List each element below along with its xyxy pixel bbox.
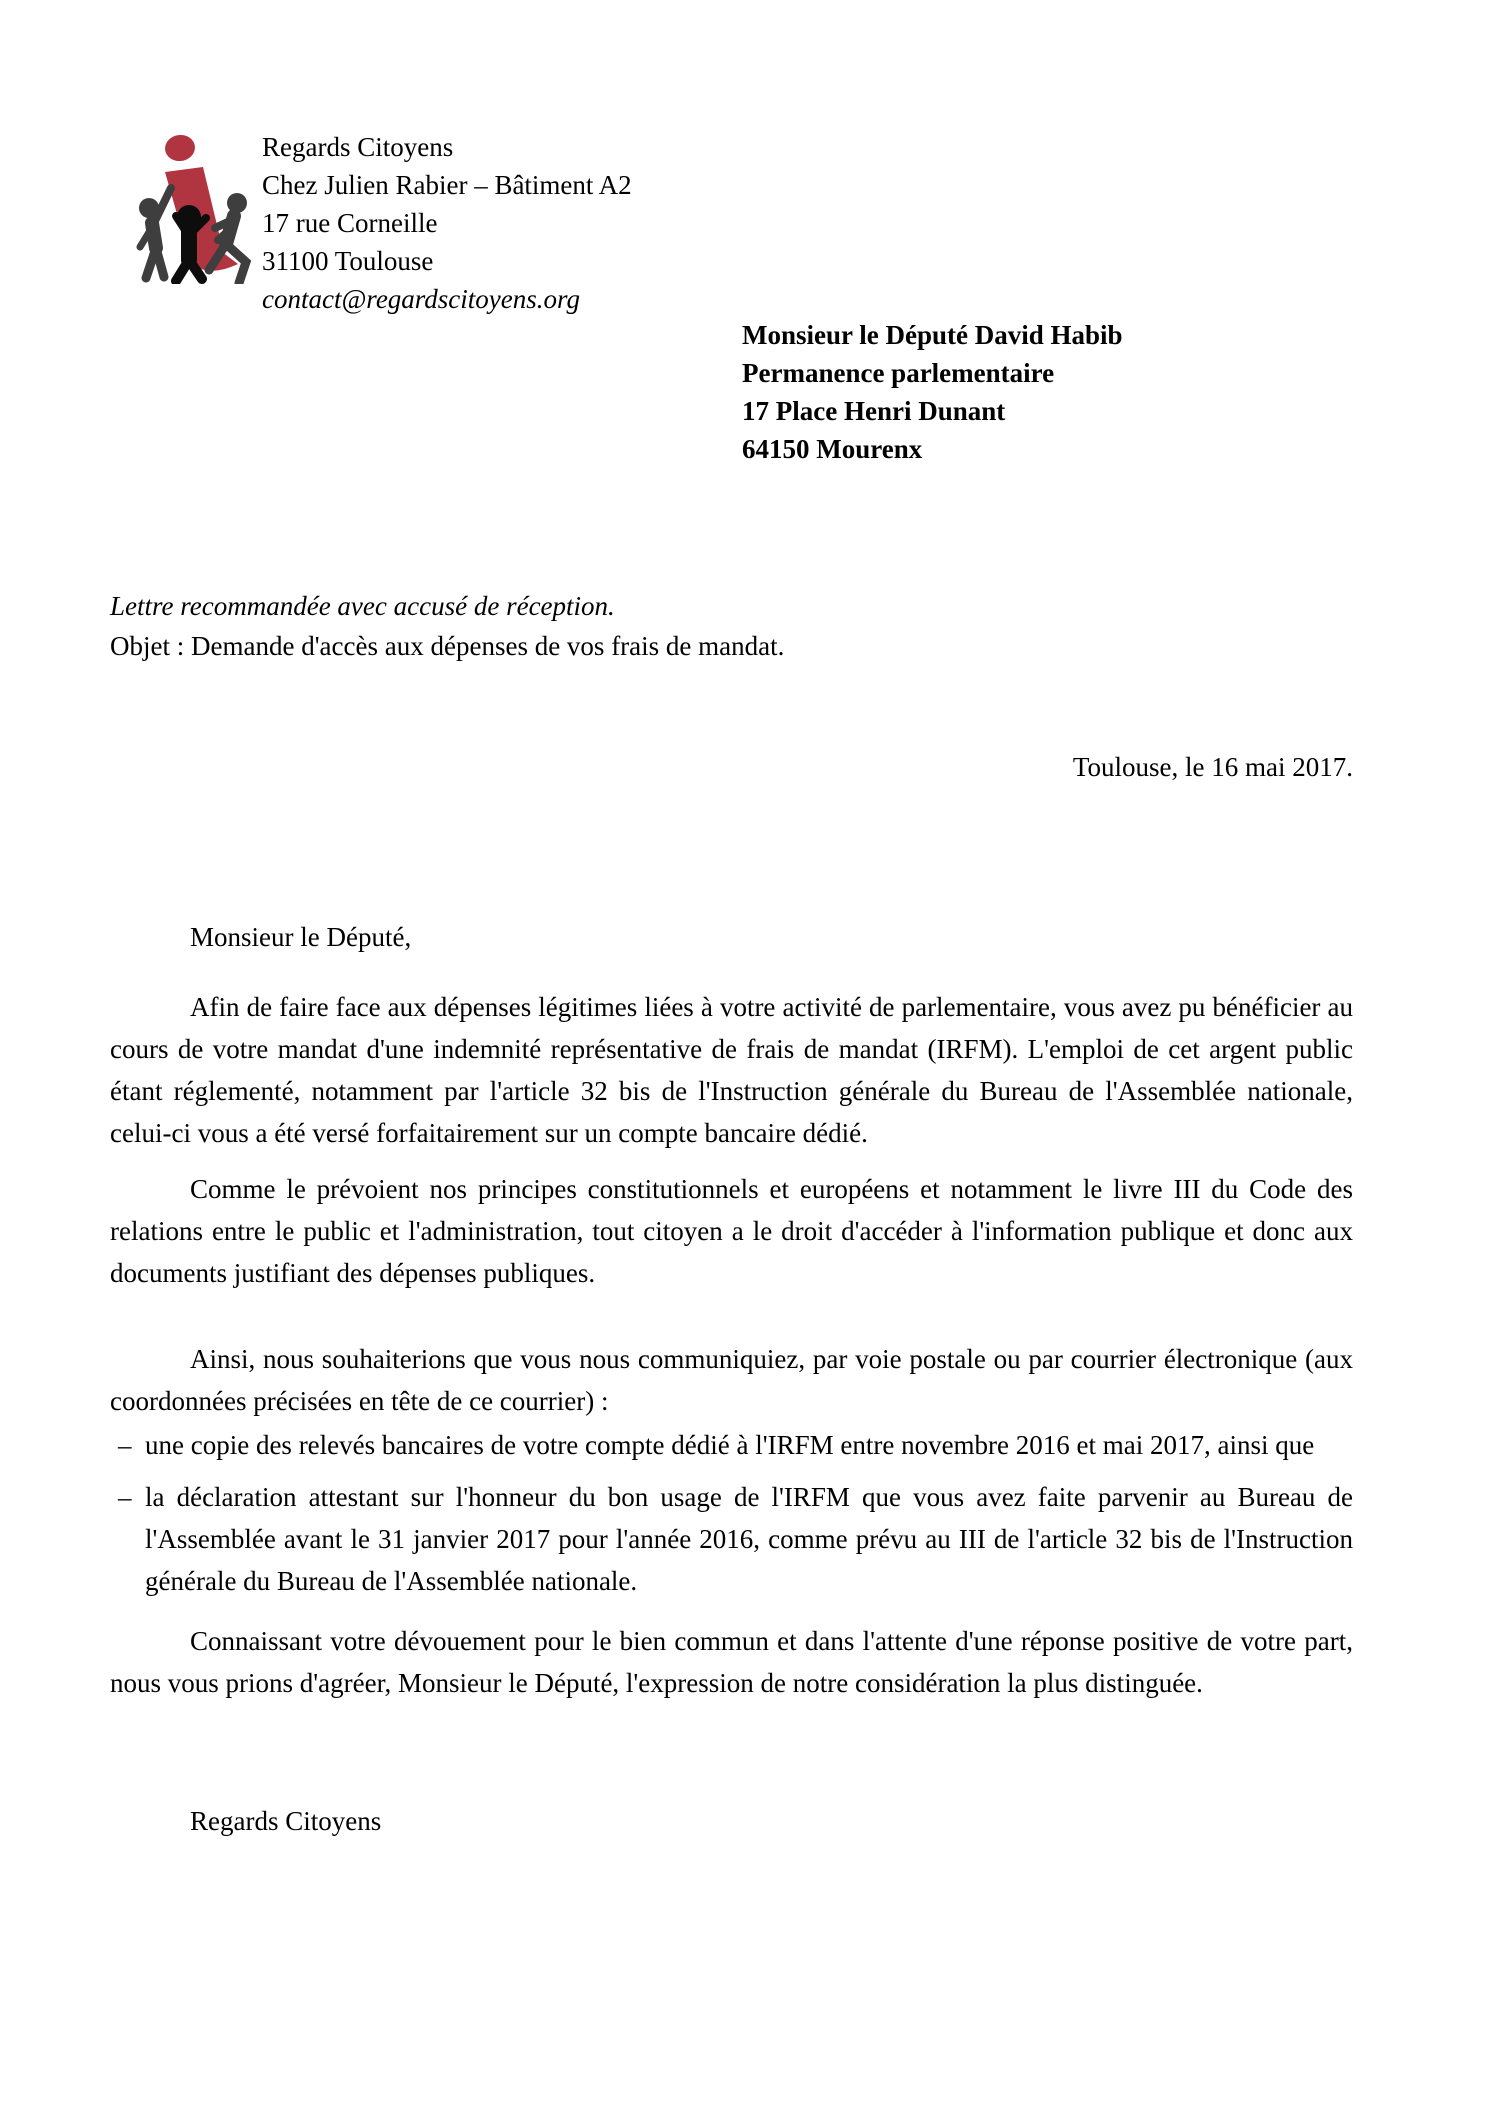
closing-paragraph: Connaissant votre dévouement pour le bien commun et dans l'attente d'une réponse positive de votre part, nous vous prions d'agréer, Monsieur le Député, l'expression de notre considération la plus distinguée. — [110, 1626, 1353, 1698]
sender-line: Chez Julien Rabier – Bâtiment A2 — [262, 170, 632, 200]
bullet-item — [118, 1424, 1353, 1466]
reference-block — [110, 586, 1353, 666]
body-paragraph-1: Afin de faire face aux dépenses légitimes liées à votre activité de parlementaire, vous avez pu bénéficier au cours de votre mandat d'une indemnité représentative de frais de mandat (IRFM). L'emploi de cet argent public étant réglementé, notamment par l'article 32 bis de l'Instruction générale du Bureau de l'Assemblée nationale, celui-ci vous a été versé forfaitairement sur un compte bancaire dédié. — [110, 992, 1353, 1148]
recipient-line: Permanence parlementaire — [742, 358, 1055, 388]
regards-citoyens-logo — [134, 126, 252, 284]
subject-line: Objet : Demande d'accès aux dépenses de vos frais de mandat. — [110, 631, 785, 661]
logo-figure-left — [139, 188, 171, 278]
sender-city: 31100 Toulouse — [262, 246, 434, 276]
bullet-dash: – — [118, 1482, 132, 1512]
bullet-text: une copie des relevés bancaires de votre compte dédié à l'IRFM entre novembre 2016 et mai 2017, ainsi que — [145, 1430, 1315, 1460]
sender-address-block — [262, 128, 632, 318]
request-bullet-list — [118, 1424, 1353, 1612]
recipient-name: Monsieur le Député David Habib — [742, 320, 1123, 350]
logo-figure-right — [209, 193, 247, 283]
sender-name: Regards Citoyens — [262, 132, 454, 162]
registered-mail-notice: Lettre recommandée avec accusé de réception. — [110, 591, 615, 621]
recipient-street: 17 Place Henri Dunant — [742, 396, 1006, 426]
recipient-city: 64150 Mourenx — [742, 434, 923, 464]
signature: Regards Citoyens — [190, 1806, 382, 1836]
salutation: Monsieur le Député, — [190, 922, 412, 952]
date-line: Toulouse, le 16 mai 2017. — [1072, 752, 1353, 782]
body-paragraph-3: Ainsi, nous souhaiterions que vous nous communiquiez, par voie postale ou par courrier électronique (aux coordonnées précisées en tête de ce courrier) : — [110, 1344, 1353, 1416]
recipient-address-block — [742, 316, 1123, 468]
sender-street: 17 rue Corneille — [262, 208, 438, 238]
bullet-text: la déclaration attestant sur l'honneur du bon usage de l'IRFM que vous avez faite parvenir au Bureau de l'Assemblée avant le 31 janvier 2017 pour l'année 2016, comme prévu au III de l'article 32 bis de l'Instruction générale du Bureau de l'Assemblée nationale. — [145, 1482, 1353, 1596]
body-paragraph-2: Comme le prévoient nos principes constitutionnels et européens et notamment le livre III du Code des relations entre le public et l'administration, tout citoyen a le droit d'accéder à l'information publique et donc aux documents justifiant des dépenses publiques. — [110, 1174, 1353, 1288]
sender-email: contact@regardscitoyens.org — [262, 284, 581, 314]
bullet-item — [118, 1476, 1353, 1602]
bullet-dash: – — [118, 1430, 132, 1460]
